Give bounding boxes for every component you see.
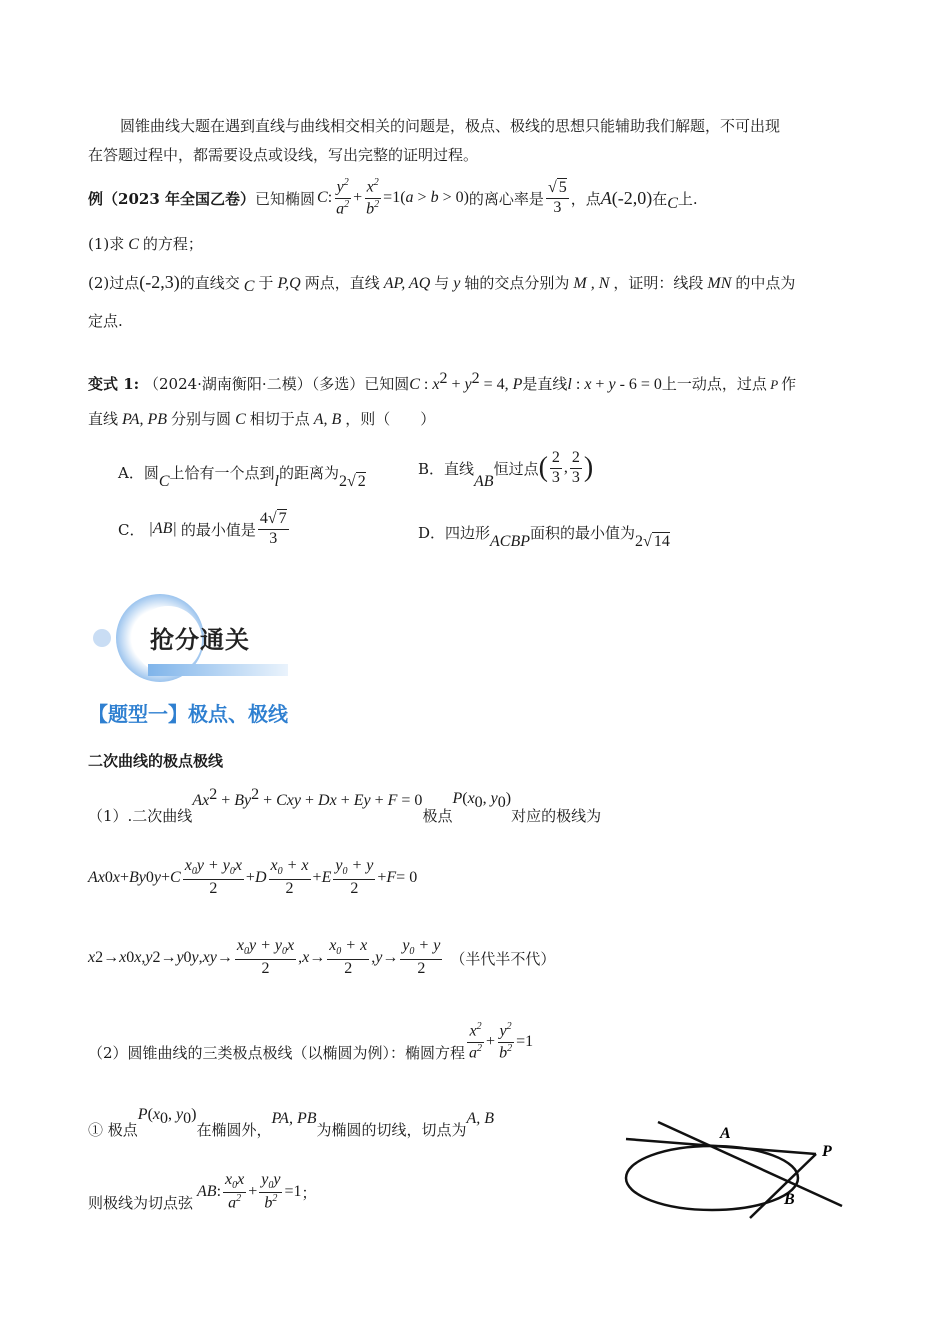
label-b: B — [784, 1191, 795, 1208]
variant-line-2: 直线 PA, PB 分别与圆 C 相切于点 A, B ，则（ ） — [88, 410, 436, 428]
label-p: P — [822, 1143, 832, 1160]
label-a: A — [720, 1125, 731, 1142]
ellipse-types: （2）圆锥曲线的三类极点极线（以椭圆为例）：椭圆方程 $\frac{x^2}{a^2}$ + $\frac{y^2}{b^2}$ =1 — [88, 1021, 534, 1062]
intro-line-2: 在答题过程中，都需要设点或设线，写出完整的证明过程。 — [88, 146, 479, 164]
option-d: D．四边形 ACBP 面积的最小值为 2√ 14 — [418, 523, 670, 550]
ellipse-figure — [620, 1118, 850, 1228]
banner-title: 抢分通关 — [150, 626, 250, 654]
example-q1: (1)求 C 的方程； — [88, 235, 203, 253]
example-q2-line2: 定点. — [88, 312, 123, 330]
polar-intro: （1）.二次曲线 $Ax^2 + By^2$ + Cxy + Dx + Ey + F = 0 极点 $P(x_0$, $y_0$) 对应的极线为 — [88, 786, 602, 825]
option-b: B．直线 AB 恒过点 ( $\frac{2}{3}$ , $\frac{2}{3}$ ) — [418, 448, 594, 490]
option-c: C． |AB| 的最小值是 $\frac{4√ 7}{3}$ — [118, 509, 287, 547]
type1-heading: 【题型一】极点、极线 — [88, 702, 288, 726]
polar-formula: Ax 0 x + By 0 y + C $\frac{x_0y + y_0x}{2}$ + D $\frac{x_0 + x}{2}$ + E $\frac{y_0 + y}{2}$ + F = 0 — [88, 857, 418, 897]
example-q2: (2)过点(-2,3)的直线交 C 于 P,Q 两点，直线 AP, AQ 与 y 轴的交点分别为 M , N ，证明：线段 MN 的中点为 — [88, 272, 796, 295]
section-banner — [88, 594, 298, 686]
case-1: ① 极点 $P(x_0$, $y_0$) 在椭圆外， PA, PB 为椭圆的切线，切点为 A, B — [88, 1106, 495, 1139]
variant-statement: 变式 1: （2024·湖南衡阳·二模）（多选）已知圆C : $x^2 + y^2 = 4$, P是直线l : x + y - 6 = 0上一动点，过点 P 作 — [88, 370, 797, 393]
ellipse-tangent-diagram — [620, 1118, 850, 1228]
type1-subheading: 二次曲线的极点极线 — [88, 752, 224, 770]
example-source: （2023 年全国乙卷） — [103, 189, 255, 208]
intro-line-1: 圆锥曲线大题在遇到直线与曲线相交相关的问题是，极点、极线的思想只能辅助我们解题，不可出现 — [120, 117, 781, 135]
option-a: A．圆 C 上恰有一个点到 l 的距离为 2√ 2 — [118, 463, 366, 490]
example-label: 例 — [88, 189, 104, 208]
substitution-rule: x 2 → x 0 x , y 2 → y 0 y , xy → $\frac{x_0y + y_0x}{2}$ , x → $\frac{x_0 + x}{2}$ , y → $\frac{y_0 + y}{2}$ （半代半不代） — [88, 937, 556, 977]
example-statement: 例 （2023 年全国乙卷） 已知椭圆 C : $\frac{y^2}{a^2}$ + $\frac{x^2}{b^2}$ =1(a > b > 0) 的离心率是 $\frac{√ 5}{3}$ ，点 A (-2,0) 在 C 上. — [88, 177, 698, 217]
chord-of-contact: 则极线为切点弦 AB : $\frac{x_0x}{a^2}$ + $\frac{y_0y}{b^2}$ =1 ； — [88, 1170, 317, 1212]
